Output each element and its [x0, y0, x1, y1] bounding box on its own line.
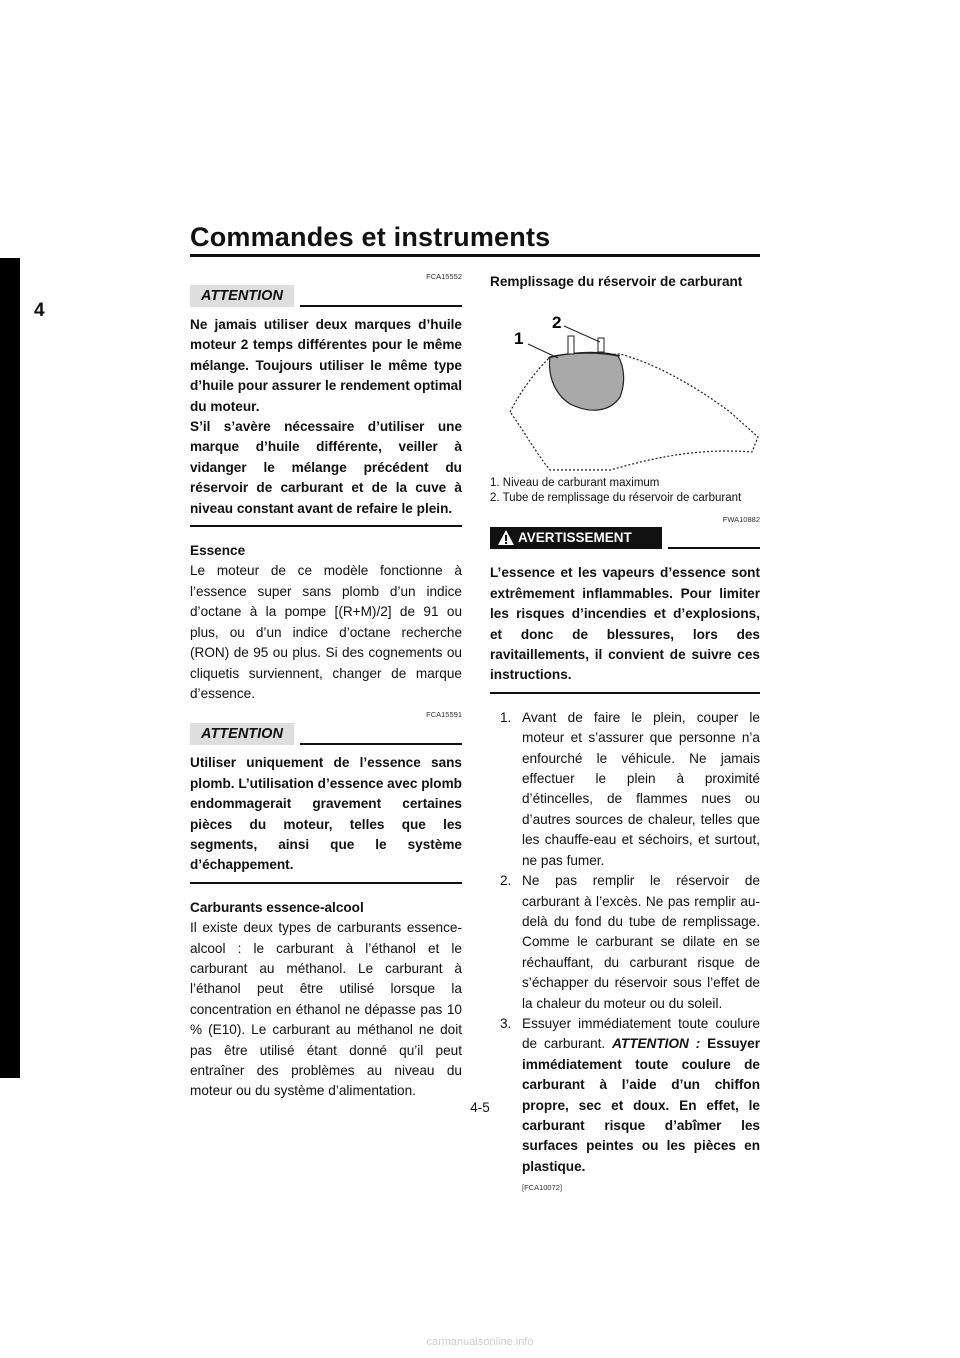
step-attention-text: Essuyer immédiatement toute coulure de carburant à l’aide d’un chiffon propre, sec et doux. En effet, le carburant risque d’abîmer les surfaces peintes ou les pièces en plastique. [522, 1036, 761, 1174]
fuel-tank-illustration [490, 302, 760, 472]
warning-code: FWA10882 [722, 515, 760, 525]
warning-end-rule [490, 692, 760, 694]
step-text: Ne pas remplir le réservoir de carburant à l’excès. Ne pas remplir au-delà du fond du tube de remplissage. Comme le carburant se dilate en se réchauffant, du carburant risque de s’échapper du réservoir sous l’effet de la chaleur du moteur ou du soleil. [522, 873, 760, 1011]
attention-header [190, 285, 462, 307]
attention-label: ATTENTION [190, 285, 294, 307]
page-title: Commandes et instruments [190, 222, 551, 252]
callout-1: 1 [514, 329, 524, 349]
essence-paragraph: Le moteur de ce modèle fonctionne à l’essence super sans plomb d’un indice d’octane à la pompe [(R+M)/2] de 91 ou plus, ou d’un indice d’octane recherche (RON) de 95 ou plus. Si des cognements ou cliquetis surviennent, changer de marque d’essence. [190, 563, 462, 701]
step-text: Avant de faire le plein, couper le moteur et s’assurer que personne n’a enfourché le véhicule. Ne jamais effectuer le plein à proximité d’étincelles, de flammes nues ou d’autres sources de chaleur, telles que les chauffe-eau et séchoirs, et surtout, ne pas fumer. [522, 709, 760, 868]
attention-code: FCA15552 [426, 272, 462, 281]
alcool-paragraph: Il existe deux types de carburants essence-alcool : le carburant à l’éthanol et le carburant au méthanol. Le carburant à l’éthanol peut être utilisé lorsque la concentration en éthanol ne dépasse pas 10 % (E10). Le carburant au méthanol ne doit pas être utilisé étant donné qu’il peut entraîner des problèmes au niveau du moteur ou du système d’alimentation. [190, 920, 462, 1099]
watermark: carmanualsonline.info [426, 1336, 534, 1348]
step-text: Essuyer immédiatement toute coulure de carburant. [522, 1015, 760, 1052]
step-attention-label: ATTENTION : [612, 1036, 701, 1052]
attention-text-3: Utiliser uniquement de l’essence sans plomb. L’utilisation d’essence avec plomb endommagerait gravement certaines pièces du moteur, telles que les segments, ainsi que le système d’échappement. [190, 755, 462, 873]
list-item [490, 871, 760, 1014]
page-number: 4-5 [470, 1100, 490, 1115]
attention-code-2: FCA15591 [426, 710, 462, 720]
attention-text-2: S’il s’avère nécessaire d’utiliser une marque d’huile différente, veiller à vidanger le mélange précédent du réservoir de carburant et de la cuve à niveau constant avant de refaire le plein. [190, 419, 462, 516]
attention-header-2 [190, 723, 462, 745]
step-number: 3. [500, 1015, 512, 1031]
caption-2: 2. Tube de remplissage du réservoir de carburant [490, 491, 742, 504]
steps-list [490, 708, 760, 1193]
figure-captions [490, 476, 760, 505]
warning-header [490, 527, 760, 549]
list-item [490, 708, 760, 871]
caption-1: 1. Niveau de carburant maximum [490, 477, 660, 490]
step-attention-code: [FCA10072] [522, 1183, 563, 1193]
attention-rule-2 [300, 743, 462, 745]
section-heading-alcool: Carburants essence-alcool [190, 899, 364, 915]
attention-text: Ne jamais utiliser deux marques d’huile moteur 2 temps différentes pour le même mélange. Toujours utiliser le même type d’huile pour assurer le rendement optimal du moteur. [190, 317, 462, 414]
warning-label: AVERTISSEMENT [518, 530, 632, 546]
warning-triangle-icon [497, 529, 515, 546]
step-number: 1. [500, 709, 512, 725]
fuel-tank-figure [490, 302, 760, 472]
title-rule [190, 254, 760, 257]
attention-label-2: ATTENTION [190, 723, 294, 745]
warning-rule [668, 547, 760, 549]
warning-text: L’essence et les vapeurs d’essence sont extrêmement inflammables. Pour limiter les risques d’incendies et d’explosions, et donc de blessures, lors des ravitaillements, il convient de suivre ces instructions. [490, 565, 760, 683]
left-column [190, 272, 462, 1108]
figure-title: Remplissage du réservoir de carburant [490, 274, 743, 289]
step-number: 2. [500, 873, 512, 889]
attention-end-rule [190, 525, 462, 527]
section-heading-essence: Essence [190, 543, 246, 559]
attention-end-rule-2 [190, 882, 462, 884]
right-column [490, 272, 760, 1193]
chapter-tab-bar [0, 258, 20, 1078]
chapter-tab-number: 4 [34, 300, 45, 321]
callout-2: 2 [552, 313, 562, 333]
warning-label-box [490, 527, 662, 549]
attention-rule [300, 305, 462, 307]
